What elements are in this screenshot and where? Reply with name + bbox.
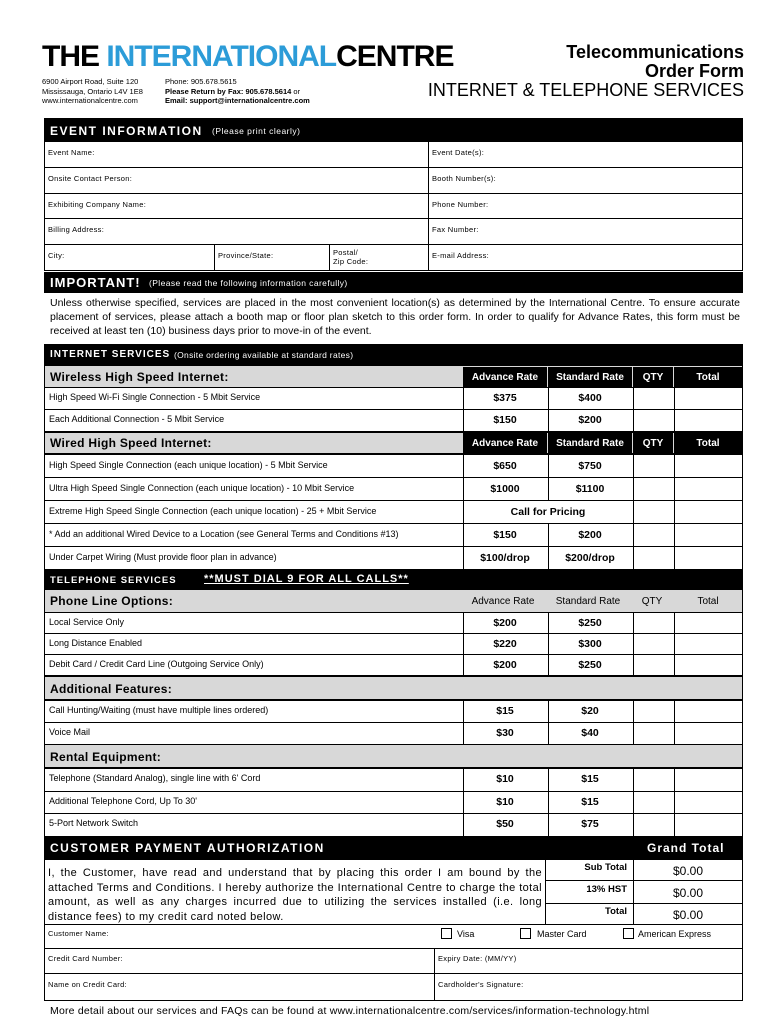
- advance-rate-value: $15: [496, 705, 514, 717]
- standard-rate-value: $750: [578, 460, 602, 472]
- service-name: Call Hunting/Waiting (must have multiple lines ordered): [49, 705, 269, 715]
- subtotal-label: Sub Total: [584, 862, 627, 873]
- advance-rate-value: $150: [493, 414, 517, 426]
- advance-rate-value: $200: [493, 659, 517, 671]
- internet-header: INTERNET SERVICES (Onsite ordering available at standard rates): [44, 344, 743, 366]
- qty-input[interactable]: [634, 613, 673, 633]
- total-input[interactable]: [675, 478, 742, 500]
- col-total: Total: [674, 367, 742, 388]
- important-text: Unless otherwise specified, services are placed in the most convenient location(s) as determined by the International Centre. To ensure accurate placement of services, please attach a booth map or floor plan sketch to this order form. In order to qualify for Advance Rates, this form must be received at least ten (10) business days prior to move-in of the event.: [50, 297, 740, 337]
- payment-header: CUSTOMER PAYMENT AUTHORIZATION Grand Total: [44, 836, 743, 860]
- city-field[interactable]: City:: [48, 251, 65, 260]
- billing-field[interactable]: Billing Address:: [48, 225, 105, 234]
- address: 6900 Airport Road, Suite 120 Mississauga, Ontario L4V 1E8 www.internationalcentre.com: [42, 77, 143, 105]
- qty-input[interactable]: [634, 655, 673, 675]
- service-name: Ultra High Speed Single Connection (each unique location) - 10 Mbit Service: [49, 483, 355, 493]
- qty-input[interactable]: [634, 792, 673, 814]
- service-name: Telephone (Standard Analog), single line with 6' Cord: [49, 773, 261, 783]
- hst-label: 13% HST: [586, 884, 627, 895]
- form-title: Telecommunications: [566, 42, 744, 62]
- telephone-header: TELEPHONE SERVICES **MUST DIAL 9 FOR ALL CALLS**: [44, 570, 743, 590]
- advance-rate-value: $50: [496, 818, 514, 830]
- qty-input[interactable]: [634, 478, 673, 500]
- expiry-field[interactable]: Expiry Date: (MM/YY): [438, 954, 517, 963]
- standard-rate-value: $20: [581, 705, 599, 717]
- col-qty: QTY: [641, 596, 663, 607]
- service-name: High Speed Wi-Fi Single Connection - 5 Mbit Service: [49, 392, 261, 402]
- total-input[interactable]: [675, 634, 742, 654]
- total-input[interactable]: [675, 613, 742, 633]
- qty-input[interactable]: [634, 769, 673, 791]
- authorization-text: I, the Customer, have read and understand that by placing this order I am bound by the attached Terms and Conditions. I hereby authorize the International Centre to charge the total amount, as well as any charges incurred due to utilizing the services installed (i.e. long distance fees) to my credit card noted below.: [48, 867, 542, 923]
- col-standard-rate: Standard Rate: [555, 596, 621, 607]
- col-standard-rate: Standard Rate: [548, 367, 632, 388]
- fax-text: Please Return by Fax: 905.678.5614 or: [165, 86, 301, 96]
- advance-rate-value: Call for Pricing: [510, 506, 586, 518]
- advance-rate-value: $650: [493, 460, 517, 472]
- qty-input[interactable]: [634, 814, 673, 836]
- qty-input[interactable]: [634, 410, 673, 431]
- qty-input[interactable]: [634, 501, 673, 523]
- wireless-title: Wireless High Speed Internet:: [50, 370, 229, 384]
- important-header: IMPORTANT! (Please read the following information carefully): [44, 272, 743, 293]
- company-field[interactable]: Exhibiting Company Name:: [48, 200, 147, 209]
- total-input[interactable]: [675, 410, 742, 431]
- col-advance-rate: Advance Rate: [463, 367, 547, 388]
- rental-title: Rental Equipment:: [50, 750, 162, 764]
- logo: THE INTERNATIONALCENTRE: [42, 40, 454, 73]
- advance-rate-value: $220: [493, 638, 517, 650]
- service-name: * Add an additional Wired Device to a Location (see General Terms and Conditions #13): [49, 529, 399, 539]
- postal-field[interactable]: Postal/ Zip Code:: [333, 248, 369, 266]
- total-input[interactable]: [675, 723, 742, 744]
- standard-rate-value: $200: [578, 414, 602, 426]
- hst-value: $0.00: [672, 886, 704, 900]
- amex-label: American Express: [638, 929, 712, 939]
- standard-rate-value: $200/drop: [565, 552, 615, 564]
- event-info-header: EVENT INFORMATION (Please print clearly): [44, 118, 743, 142]
- standard-rate-value: $15: [581, 795, 599, 808]
- col-total: Total: [674, 433, 742, 453]
- mastercard-label: Master Card: [537, 929, 587, 939]
- total-value: $0.00: [672, 908, 704, 922]
- service-name: Long Distance Enabled: [49, 638, 143, 648]
- standard-rate-value: $1100: [575, 483, 605, 495]
- standard-rate-value: $250: [578, 617, 602, 629]
- standard-rate-value: $250: [578, 659, 602, 671]
- col-advance-rate: Advance Rate: [471, 596, 535, 607]
- qty-input[interactable]: [634, 524, 673, 546]
- standard-rate-value: $200: [578, 529, 602, 541]
- total-label: Total: [605, 906, 627, 917]
- total-input[interactable]: [675, 547, 742, 569]
- standard-rate-value: $400: [578, 392, 602, 404]
- advance-rate-value: $10: [496, 795, 514, 808]
- total-input[interactable]: [675, 701, 742, 722]
- qty-input[interactable]: [634, 455, 673, 477]
- service-name: Voice Mail: [49, 727, 91, 737]
- service-name: Each Additional Connection - 5 Mbit Service: [49, 414, 225, 424]
- fax-field[interactable]: Fax Number:: [432, 225, 479, 234]
- advance-rate-value: $100/drop: [480, 552, 530, 564]
- total-input[interactable]: [675, 501, 742, 523]
- footer-text: More detail about our services and FAQs can be found at www.internationalcentre.com/services/information-technology.html: [50, 1005, 650, 1017]
- wired-title: Wired High Speed Internet:: [50, 436, 212, 450]
- advance-rate-value: $1000: [490, 483, 520, 495]
- col-total: Total: [697, 596, 719, 607]
- qty-input[interactable]: [634, 723, 673, 744]
- qty-input[interactable]: [634, 547, 673, 569]
- advance-rate-value: $150: [493, 529, 517, 541]
- service-name: 5-Port Network Switch: [49, 818, 139, 828]
- advance-rate-value: $375: [493, 392, 517, 404]
- total-input[interactable]: [675, 814, 742, 836]
- event-dates-field[interactable]: Event Date(s):: [432, 148, 485, 157]
- advance-rate-value: $30: [496, 727, 514, 739]
- total-input[interactable]: [675, 655, 742, 675]
- phone-field[interactable]: Phone Number:: [432, 200, 489, 209]
- total-input[interactable]: [675, 524, 742, 546]
- form-subtitle: Order Form: [644, 61, 744, 81]
- col-standard-rate: Standard Rate: [548, 433, 632, 453]
- total-input[interactable]: [675, 388, 742, 409]
- cc-number-field[interactable]: Credit Card Number:: [48, 954, 123, 963]
- phone-text: Phone: 905.678.5615: [165, 77, 237, 86]
- email-text: Email: support@internationalcentre.com: [165, 96, 310, 105]
- province-field[interactable]: Province/State:: [218, 251, 274, 260]
- features-title: Additional Features:: [50, 682, 173, 696]
- subtotal-value: $0.00: [672, 864, 704, 878]
- standard-rate-value: $40: [581, 727, 599, 739]
- qty-input[interactable]: [634, 388, 673, 409]
- amex-checkbox[interactable]: [623, 928, 634, 939]
- qty-input[interactable]: [634, 634, 673, 654]
- service-name: High Speed Single Connection (each unique location) - 5 Mbit Service: [49, 460, 328, 470]
- email-field[interactable]: E-mail Address:: [432, 251, 490, 260]
- standard-rate-value: $75: [581, 818, 599, 830]
- service-name: Local Service Only: [49, 617, 125, 627]
- name-on-card-field[interactable]: Name on Credit Card:: [48, 980, 127, 989]
- phone-title: Phone Line Options:: [50, 594, 174, 608]
- signature-field[interactable]: Cardholder's Signature:: [438, 980, 524, 989]
- form-service-title: INTERNET & TELEPHONE SERVICES: [427, 80, 744, 100]
- booth-field[interactable]: Booth Number(s):: [432, 174, 496, 183]
- advance-rate-value: $10: [496, 773, 514, 785]
- service-name: Extreme High Speed Single Connection (each unique location) - 25 + Mbit Service: [49, 506, 377, 516]
- qty-input[interactable]: [634, 701, 673, 722]
- total-input[interactable]: [675, 769, 742, 791]
- customer-name-field[interactable]: Customer Name:: [48, 929, 109, 938]
- total-input[interactable]: [675, 792, 742, 814]
- standard-rate-value: $300: [578, 638, 602, 650]
- service-name: Additional Telephone Cord, Up To 30': [49, 795, 197, 806]
- standard-rate-value: $15: [581, 773, 599, 785]
- event-name-field[interactable]: Event Name:: [48, 148, 95, 157]
- visa-label: Visa: [457, 929, 475, 939]
- service-name: Debit Card / Credit Card Line (Outgoing Service Only): [49, 659, 264, 669]
- col-advance-rate: Advance Rate: [463, 433, 547, 453]
- advance-rate-value: $200: [493, 617, 517, 629]
- service-name: Under Carpet Wiring (Must provide floor plan in advance): [49, 552, 277, 562]
- event-info-grid: [44, 142, 743, 271]
- contact-field[interactable]: Onsite Contact Person:: [48, 174, 133, 183]
- col-qty: QTY: [633, 433, 673, 453]
- col-qty: QTY: [633, 367, 673, 388]
- total-input[interactable]: [675, 455, 742, 477]
- mastercard-checkbox[interactable]: [520, 928, 531, 939]
- visa-checkbox[interactable]: [441, 928, 452, 939]
